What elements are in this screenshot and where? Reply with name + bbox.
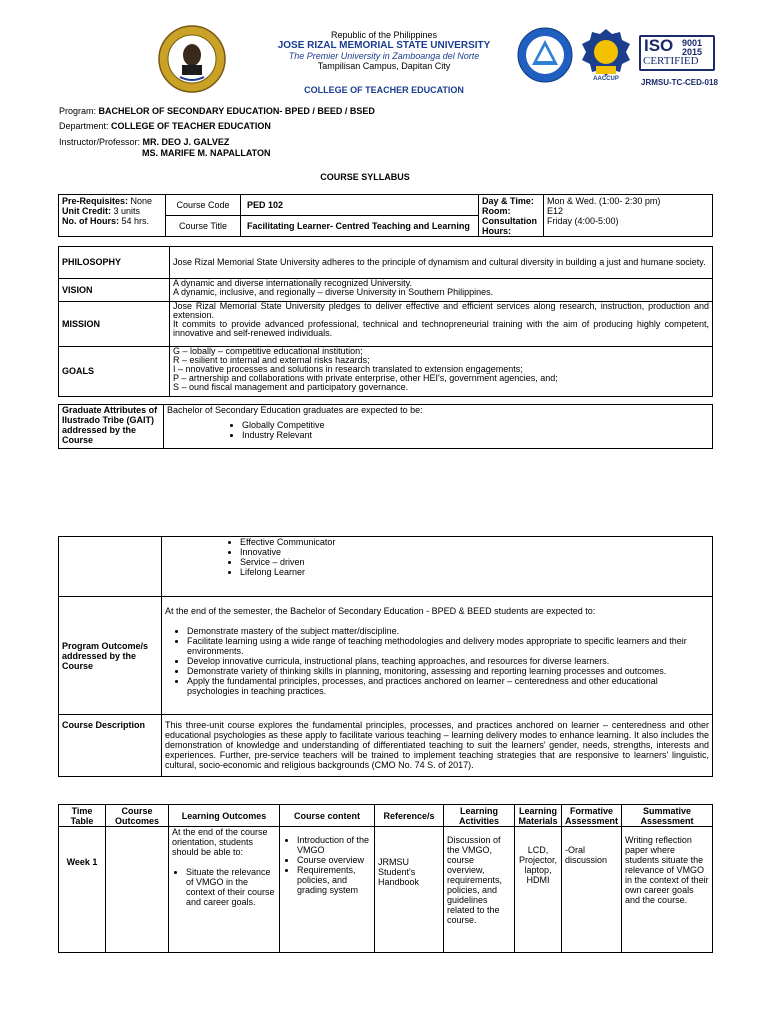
- instructor-1: MR. DEO J. GALVEZ: [142, 137, 230, 147]
- content-item: • Requirements, policies, and grading system: [297, 865, 371, 895]
- iso-label: ISO: [644, 36, 674, 55]
- gait-label: Graduate Attributes of Ilustrado Tribe (GAIT) addressed by the Course: [59, 405, 164, 449]
- activities-cell: Discussion of the VMGO, course overview, requirements, policies, and guidelines related to the course.: [444, 827, 515, 953]
- gait-cell: [164, 405, 713, 449]
- header-learning-outcomes: Learning Outcomes: [169, 805, 280, 827]
- philosophy-label: PHILOSOPHY: [59, 247, 170, 279]
- philosophy-text: Jose Rizal Memorial State University adheres to the principle of dynamism and cultural diversity in building a just and humane society.: [170, 247, 713, 279]
- mission-label: MISSION: [59, 302, 170, 347]
- lo-item: • Situate the relevance of VMGO in the context of their course and career goals.: [186, 867, 276, 907]
- outcome-item: • Apply the fundamental principles, processes, and practices anchored on learner – centeredness and other educational psychologies in teaching practices.: [187, 676, 709, 696]
- instructor-line: [59, 137, 229, 148]
- gait-continued-cell: [162, 537, 713, 597]
- goals-label: GOALS: [59, 347, 170, 397]
- ced-logo: [517, 27, 573, 83]
- mission-cell: [170, 302, 713, 347]
- content-item: • Course overview: [297, 855, 371, 865]
- department-label: Department:: [59, 121, 109, 131]
- vision-line-2: A dynamic, inclusive, and regionally – diverse University in Southern Philippines.: [173, 287, 494, 297]
- schedule-labels: Day & Time: Room: Consultation Hours:: [479, 195, 544, 237]
- formative-cell: -Oral discussion: [562, 827, 622, 953]
- course-credit-cell: Pre-Requisites: None Unit Credit: 3 units No. of Hours: 54 hrs.: [59, 195, 166, 237]
- university-name: JOSE RIZAL MEMORIAL STATE UNIVERSITY: [277, 40, 491, 51]
- course-info-table: [58, 194, 713, 237]
- iso-number: 9001: [682, 38, 703, 48]
- department-value: COLLEGE OF TEACHER EDUCATION: [111, 121, 271, 131]
- department-line: [59, 121, 271, 132]
- program-label: Program:: [59, 106, 97, 116]
- iso-year: 2015: [682, 47, 703, 57]
- gait-item: • Innovative: [240, 547, 709, 557]
- vmgo-table: [58, 246, 713, 397]
- outcome-item: • Demonstrate variety of thinking skills in planning, monitoring, assessing and reporting learning processes and outcomes.: [187, 666, 709, 676]
- header-course-outcomes: Course Outcomes: [106, 805, 169, 827]
- gait-table: [58, 404, 713, 449]
- vision-cell: [170, 279, 713, 302]
- college-title: COLLEGE OF TEACHER EDUCATION: [304, 85, 464, 95]
- summative-cell: Writing reflection paper where students situate the relevance of VMGO in the context of their own career goals and the course.: [622, 827, 713, 953]
- outcomes-table: [58, 536, 713, 777]
- header-learning-materials: Learning Materials: [515, 805, 562, 827]
- schedule-table: [58, 804, 713, 953]
- vision-label: VISION: [59, 279, 170, 302]
- outcome-item: • Demonstrate mastery of the subject matter/discipline.: [187, 626, 709, 636]
- university-tagline: The Premier University in Zamboanga del Norte: [288, 51, 480, 61]
- goals-cell: [170, 347, 713, 397]
- week-cell: Week 1: [59, 827, 106, 953]
- course-code-value: PED 102: [241, 195, 479, 216]
- program-outcomes-cell: [162, 597, 713, 715]
- gait-continued-label: [59, 537, 162, 597]
- gait-item: • Lifelong Learner: [240, 567, 709, 577]
- goal-item: G – lobally – competitive educational institution;: [173, 346, 363, 356]
- outcome-item: • Develop innovative curricula, instructional plans, teaching approaches, and resources for diverse learners.: [187, 656, 709, 666]
- iso-certified-logo: [639, 35, 715, 71]
- instructor-label: Instructor/Professor:: [59, 137, 141, 147]
- reference-cell: JRMSU Student's Handbook: [375, 827, 444, 953]
- syllabus-title: COURSE SYLLABUS: [320, 172, 410, 182]
- goal-item: P – artnership and collaborations with private enterprise, other HEI's, government agencies, and;: [173, 373, 558, 383]
- schedule-values: Mon & Wed. (1:00- 2:30 pm) E12 Friday (4:00-5:00): [544, 195, 713, 237]
- goal-item: S – ound fiscal management and participatory governance.: [173, 382, 409, 392]
- instructor-2: MS. MARIFE M. NAPALLATON: [142, 148, 271, 158]
- mission-line-2: It commits to provide advanced professional, technical and technopreneurial training with the aim of producing highly competent, innovative and self-renewed individuals.: [173, 319, 709, 338]
- header-learning-activities: Learning Activities: [444, 805, 515, 827]
- vision-line-1: A dynamic and diverse internationally recognized University.: [173, 278, 412, 288]
- goal-item: R – esilient to internal and external risks hazards;: [173, 355, 370, 365]
- course-code-label: Course Code: [166, 195, 241, 216]
- mission-line-1: Jose Rizal Memorial State University pledges to deliver effective and efficient services along research, instruction, production and extension.: [173, 301, 709, 320]
- country-line: Republic of the Philippines: [330, 30, 438, 40]
- aaccup-logo: [580, 28, 632, 84]
- course-outcomes-cell: [106, 827, 169, 953]
- learning-outcomes-cell: [169, 827, 280, 953]
- gait-item: • Globally Competitive: [242, 420, 709, 430]
- outcomes-intro: At the end of the semester, the Bachelor of Secondary Education - BPED & BEED students are expected to:: [165, 606, 596, 616]
- iso-certified-text: CERTIFIED: [643, 55, 699, 67]
- header-references: Reference/s: [375, 805, 444, 827]
- header-formative-assessment: Formative Assessment: [562, 805, 622, 827]
- program-value: BACHELOR OF SECONDARY EDUCATION- BPED / BEED / BSED: [98, 106, 375, 116]
- gait-item: • Industry Relevant: [242, 430, 709, 440]
- campus-line: Tampilisan Campus, Dapitan City: [317, 61, 451, 71]
- course-title-value: Facilitating Learner- Centred Teaching and Learning: [241, 216, 479, 237]
- course-description-text: This three-unit course explores the fundamental principles, processes, and practices anchored on learner – centeredness and other educational psychologies as these apply to facilitate various teaching – learning delivery modes to enhance learning. It also includes the demonstration of knowledge and understanding of differentiated teaching to suit the learners' gender, needs, strengths, interests and experiences. Further, pre-service teachers will be trained to implement teaching strategies that are responsive to learners' linguistic, cultural, socio-economic and religious backgrounds (CMO No. 74 S. of 2017).: [162, 715, 713, 777]
- header-course-content: Course content: [280, 805, 375, 827]
- materials-cell: LCD, Projector, laptop, HDMI: [515, 827, 562, 953]
- gait-item: • Service – driven: [240, 557, 709, 567]
- course-description-label: Course Description: [59, 715, 162, 777]
- header-time-table: Time Table: [59, 805, 106, 827]
- program-line: [59, 106, 375, 117]
- goal-item: I – nnovative processes and solutions in research translated to extension engagements;: [173, 364, 523, 374]
- aaccup-text: AACCUP: [593, 76, 619, 82]
- outcome-item: • Facilitate learning using a wide range of teaching methodologies and delivery modes appropriate to specific learners and their environments.: [187, 636, 709, 656]
- course-content-cell: [280, 827, 375, 953]
- lo-intro: At the end of the course orientation, students should be able to:: [172, 827, 268, 857]
- gait-intro: Bachelor of Secondary Education graduates are expected to be:: [167, 405, 423, 415]
- program-outcomes-label: Program Outcome/s addressed by the Course: [59, 597, 162, 715]
- course-title-label: Course Title: [166, 216, 241, 237]
- header-summative-assessment: Summative Assessment: [622, 805, 713, 827]
- document-code: JRMSU-TC-CED-018: [641, 78, 718, 87]
- content-item: • Introduction of the VMGO: [297, 835, 371, 855]
- gait-item: • Effective Communicator: [240, 537, 709, 547]
